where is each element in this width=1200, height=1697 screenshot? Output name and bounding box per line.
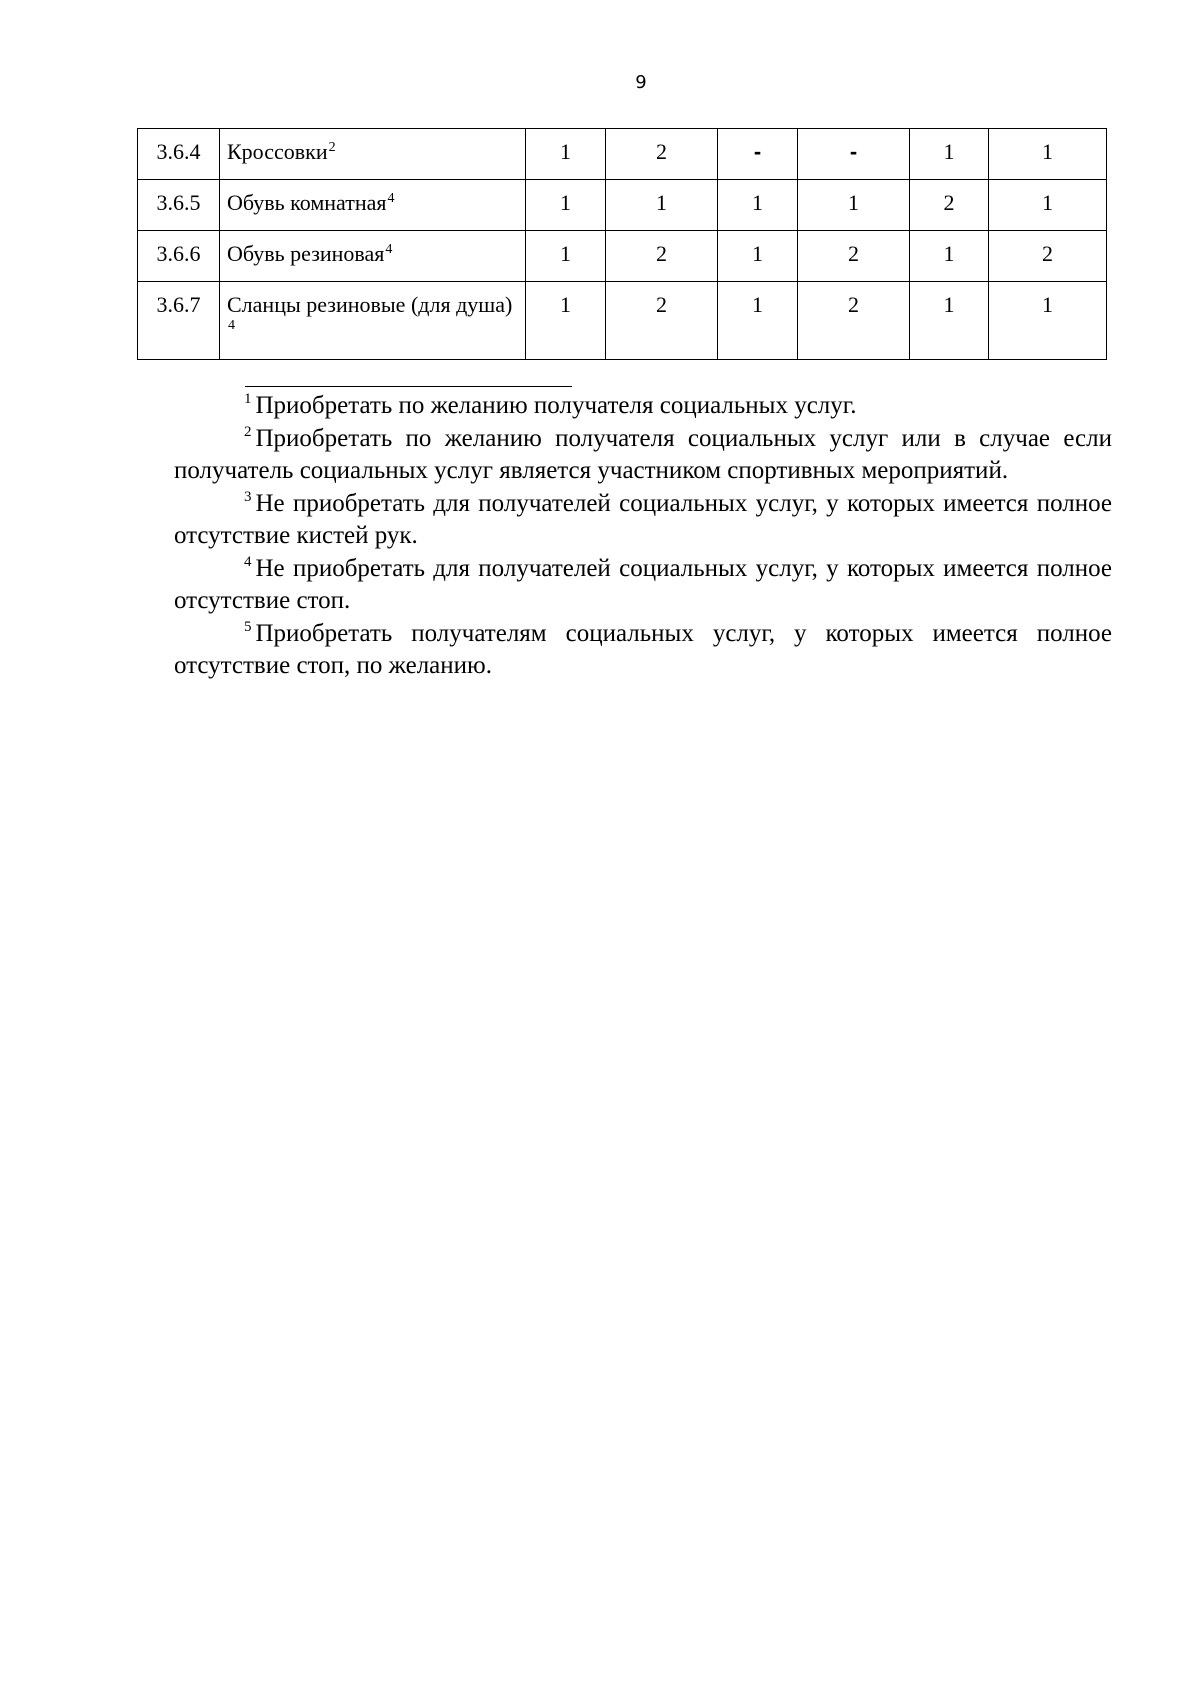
item-name: Сланцы резиновые (для душа) <box>227 292 513 317</box>
page-number: 9 <box>635 72 647 93</box>
footnote-mark: 2 <box>244 423 252 440</box>
quantity-cell: 1 <box>910 231 989 282</box>
quantity-cell: 1 <box>989 282 1107 360</box>
footnote-mark: 4 <box>244 553 252 570</box>
footnote <box>174 553 1112 618</box>
quantity-cell: 1 <box>526 282 606 360</box>
footnote <box>174 618 1112 683</box>
footnote-text: Приобретать по желанию получателя социальных услуг. <box>255 392 857 419</box>
footnote-ref: 4 <box>228 318 235 333</box>
quantity-cell: - <box>718 129 798 180</box>
footnote-ref: 4 <box>385 242 393 257</box>
item-number: 3.6.7 <box>138 282 220 360</box>
footnote-ref: 4 <box>387 191 395 206</box>
item-name: Кроссовки <box>227 139 328 164</box>
footnote <box>174 423 1112 488</box>
quantity-cell: 1 <box>718 282 798 360</box>
table-row <box>138 231 1107 282</box>
footnote-ref: 2 <box>328 140 336 155</box>
footnote <box>174 488 1112 553</box>
footnote-text: Не приобретать для получателей социальных услуг, у которых имеется полное отсутствие кистей рук. <box>174 489 1112 549</box>
footnote-mark: 3 <box>244 488 252 505</box>
quantity-cell: 2 <box>606 129 718 180</box>
quantity-cell: 1 <box>526 129 606 180</box>
quantity-cell: 1 <box>989 129 1107 180</box>
footnote-mark: 1 <box>244 391 252 407</box>
item-name-cell <box>220 282 526 360</box>
quantity-cell: 1 <box>798 180 910 231</box>
quantity-cell: 2 <box>910 180 989 231</box>
item-name-cell <box>220 129 526 180</box>
footnote-text: Приобретать получателям социальных услуг, у которых имеется полное отсутствие стоп, по желанию. <box>174 619 1112 679</box>
footnote-mark: 5 <box>244 618 252 635</box>
quantity-cell: 1 <box>910 282 989 360</box>
footnote-separator <box>245 386 572 387</box>
footnote-text: Не приобретать для получателей социальных услуг, у которых имеется полное отсутствие стоп. <box>174 554 1112 614</box>
footnotes <box>174 390 1112 683</box>
item-name-cell <box>220 180 526 231</box>
quantity-cell: 1 <box>526 231 606 282</box>
quantity-cell: 1 <box>718 180 798 231</box>
item-name: Обувь комнатная <box>227 190 387 215</box>
quantity-cell: 2 <box>798 231 910 282</box>
footnote <box>174 390 1112 423</box>
quantity-cell: 1 <box>989 180 1107 231</box>
quantity-cell: 1 <box>910 129 989 180</box>
item-name-cell <box>220 231 526 282</box>
footnote-text: Приобретать по желанию получателя социальных услуг или в случае если получатель социальных услуг является участником спортивных мероприятий. <box>174 424 1112 484</box>
quantity-cell: 2 <box>798 282 910 360</box>
quantity-cell: 2 <box>989 231 1107 282</box>
item-name: Обувь резиновая <box>227 241 385 266</box>
quantity-cell: 1 <box>526 180 606 231</box>
item-number: 3.6.4 <box>138 129 220 180</box>
table-row <box>138 129 1107 180</box>
item-number: 3.6.6 <box>138 231 220 282</box>
table-row <box>138 282 1107 360</box>
item-number: 3.6.5 <box>138 180 220 231</box>
quantity-cell: 2 <box>606 282 718 360</box>
quantity-cell: 1 <box>718 231 798 282</box>
supply-norms-table <box>137 128 1107 360</box>
quantity-cell: 2 <box>606 231 718 282</box>
quantity-cell: - <box>798 129 910 180</box>
table-row <box>138 180 1107 231</box>
quantity-cell: 1 <box>606 180 718 231</box>
